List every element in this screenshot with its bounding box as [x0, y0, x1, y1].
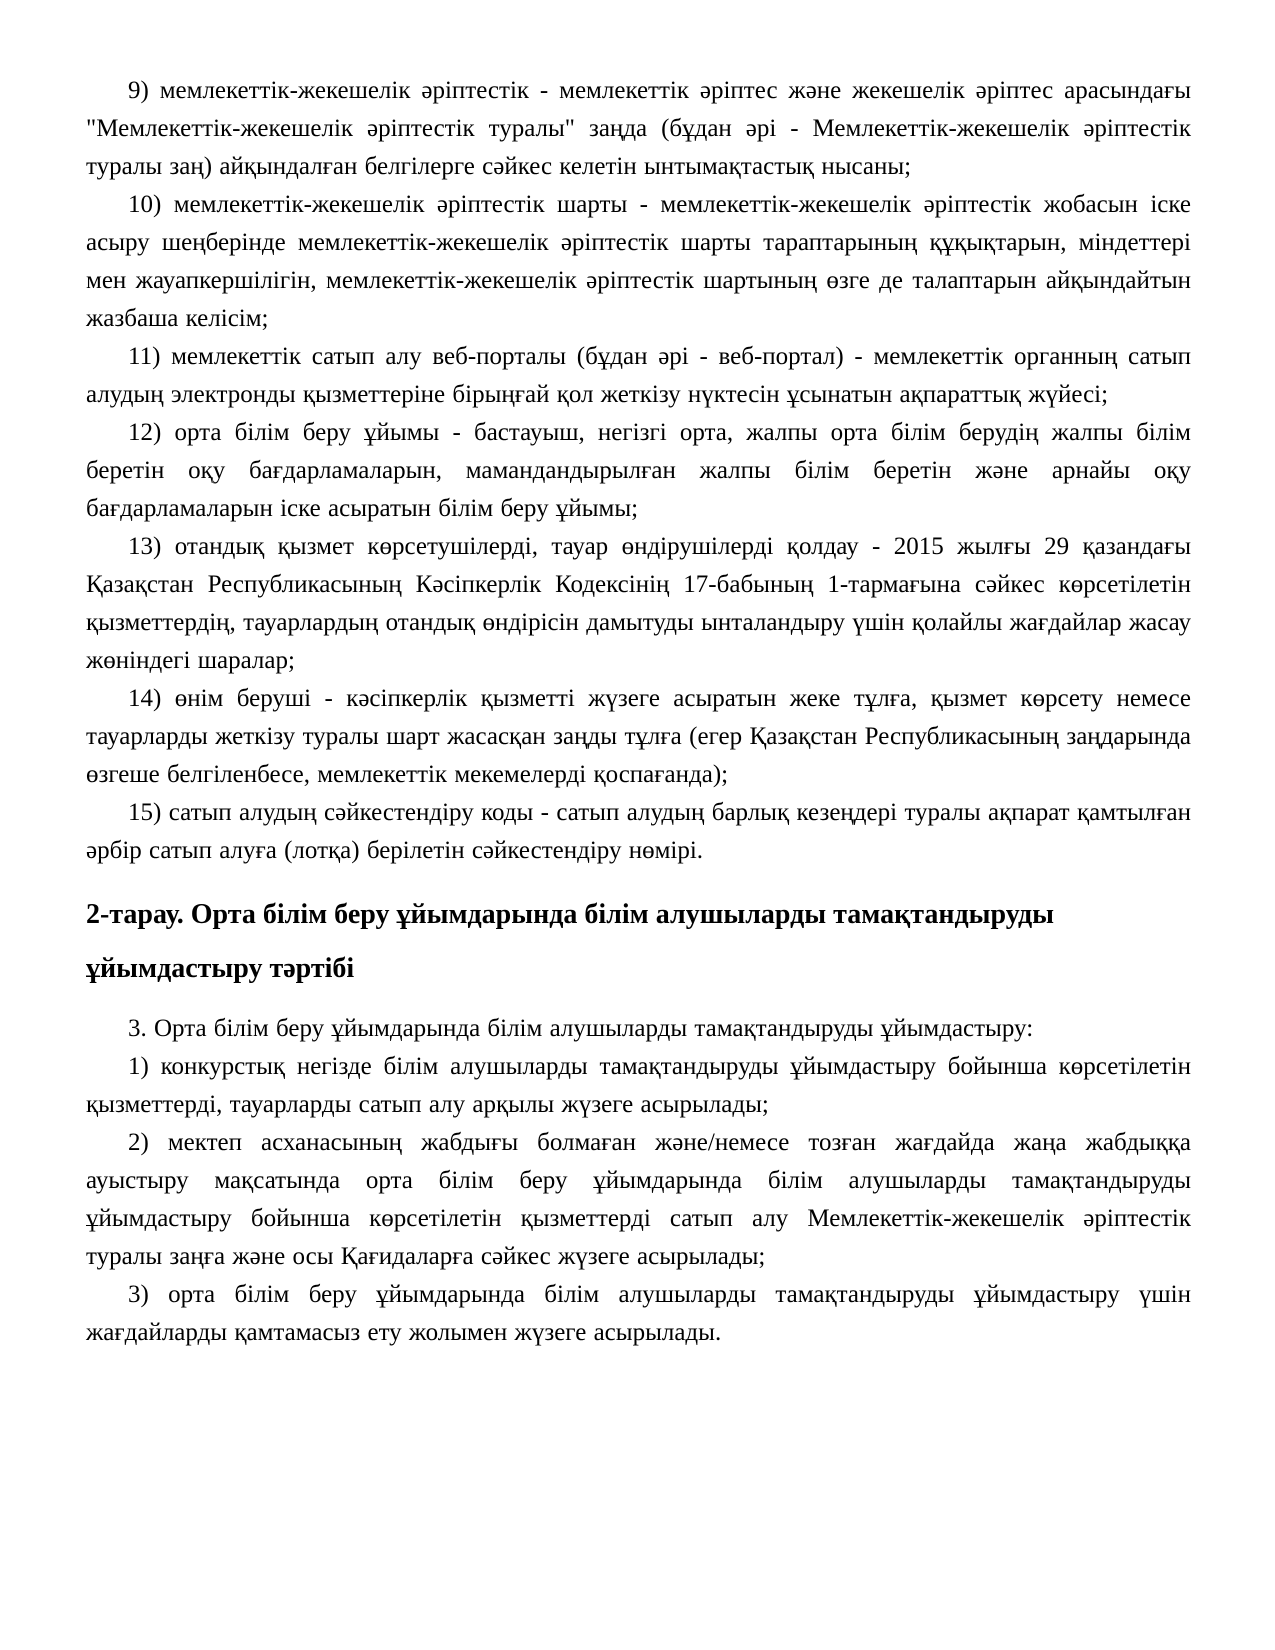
definition-item-10: 10) мемлекеттік-жекешелік әріптестік шарты - мемлекеттік-жекешелік әріптестік жобасын іске асыру шеңберінде мемлекеттік-жекешелік әріптестік шарты тараптарының құқықтарын, міндеттері мен жауапкершілігін, мемлекеттік-жекешелік әріптестік шартының өзге де талаптарын айқындайтын жазбаша келісім;	[86, 191, 1191, 332]
section-3-item-3: 3) орта білім беру ұйымдарында білім алушыларды тамақтандыруды ұйымдастыру үшін жағдайларды қамтамасыз ету жолымен жүзеге асырылады.	[86, 1281, 1191, 1346]
section-3-item-1: 1) конкурстық негізде білім алушыларды тамақтандыруды ұйымдастыру бойынша көрсетілетін қызметтерді, тауарларды сатып алу арқылы жүзеге асырылады;	[86, 1053, 1191, 1118]
definition-item-12: 12) орта білім беру ұйымы - бастауыш, негізгі орта, жалпы орта білім берудің жалпы білім беретін оқу бағдарламаларын, мамандандырылған жалпы білім беретін және арнайы оқу бағдарламаларын іске асыратын білім беру ұйымы;	[86, 419, 1191, 522]
section-3-intro: 3. Орта білім беру ұйымдарында білім алушыларды тамақтандыруды ұйымдастыру:	[128, 1015, 1034, 1042]
definition-item-11: 11) мемлекеттік сатып алу веб-порталы (бұдан әрі - веб-портал) - мемлекеттік органның сатып алудың электронды қызметтеріне бірыңғай қол жеткізу нүктесін ұсынатын ақпараттық жүйесі;	[86, 343, 1191, 408]
definition-item-15: 15) сатып алудың сәйкестендіру коды - сатып алудың барлық кезеңдері туралы ақпарат қамтылған әрбір сатып алуға (лотқа) берілетін сәйкестендіру нөмірі.	[86, 799, 1191, 864]
section-3-item-2: 2) мектеп асханасының жабдығы болмаған және/немесе тозған жағдайда жаңа жабдыққа ауыстыру мақсатында орта білім беру ұйымдарында білім алушыларды тамақтандыруды ұйымдастыру бойынша көрсетілетін қызметтерді сатып алу Мемлекеттік-жекешелік әріптестік туралы заңға және осы Қағидаларға сәйкес жүзеге асырылады;	[86, 1129, 1191, 1270]
definition-item-14: 14) өнім беруші - кәсіпкерлік қызметті жүзеге асыратын жеке тұлға, қызмет көрсету немесе тауарларды жеткізу туралы шарт жасасқан заңды тұлға (егер Қазақстан Республикасының заңдарында өзгеше белгіленбесе, мемлекеттік мекемелерді қоспағанда);	[86, 685, 1191, 788]
definition-item-9: 9) мемлекеттік-жекешелік әріптестік - мемлекеттік әріптес және жекешелік әріптес арасындағы "Мемлекеттік-жекешелік әріптестік туралы" заңда (бұдан әрі - Мемлекеттік-жекешелік әріптестік туралы заң) айқындалған белгілерге сәйкес келетін ынтымақтастық нысаны;	[86, 77, 1191, 180]
chapter-2-heading: 2-тарау. Орта білім беру ұйымдарында білім алушыларды тамақтандыруды ұйымдастыру тәртібі	[86, 899, 1054, 984]
definition-item-13: 13) отандық қызмет көрсетушілерді, тауар өндірушілерді қолдау - 2015 жылғы 29 қазандағы Қазақстан Республикасының Кәсіпкерлік Кодексінің 17-бабының 1-тармағына сәйкес көрсетілетін қызметтердің, тауарлардың отандық өндірісін дамытуды ынталандыру үшін қолайлы жағдайлар жасау жөніндегі шаралар;	[86, 533, 1191, 674]
